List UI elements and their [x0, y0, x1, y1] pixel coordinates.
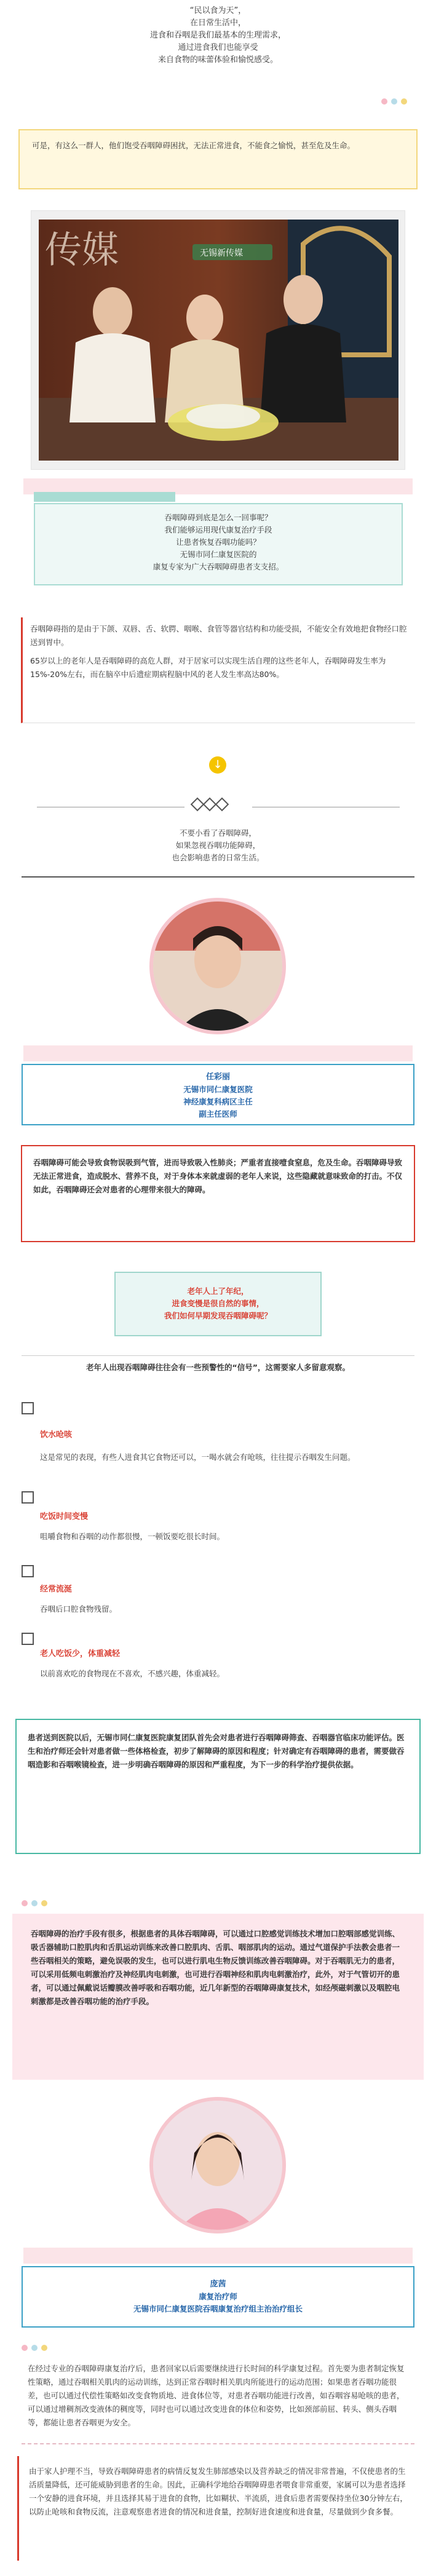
- quote-line: 进食和吞咽是我们最基本的生理需求，: [149, 31, 286, 40]
- signal-desc: 吞咽后口腔食物残留。: [40, 1604, 117, 1614]
- diamond-decor: [192, 799, 227, 809]
- signal-desc: 这是常见的表现，有些人进食其它食物还可以，一喝水就会有呛咳，往往提示吞咽发生问题。: [40, 1452, 355, 1462]
- signal-title: 老人吃饭少，体重减轻: [40, 1649, 121, 1659]
- signal-item: [40, 1647, 415, 1681]
- decor-dot: [391, 98, 397, 105]
- decor-dot: [22, 2345, 28, 2351]
- quote-line: 来自食物的味蕾体验和愉悦感受。: [157, 55, 278, 65]
- photo-banner-text: 无锡新传媒: [200, 248, 243, 258]
- decor-dot: [381, 98, 387, 105]
- definition-box: [21, 617, 415, 723]
- signal-item: [40, 1510, 415, 1544]
- assessment-paragraph: 患者送到医院以后，无锡市同仁康复医院康复团队首先会对患者进行吞咽障碍筛查、吞咽器官临床功能评估。医生和治疗师还会针对患者做一些体格检查，初步了解障碍的原因和程度；针对确定有吞咽障碍的患者，需要做吞咽造影和吞咽喉镜检查，进一步明确吞咽障碍的原因和严重程度，为下一步的科学治疗提供依据。: [28, 1733, 405, 1769]
- intro-quote: [25, 0, 411, 92]
- doctor1-line: 神经康复科病区主任: [183, 1097, 253, 1106]
- doctor1-info: [22, 1064, 414, 1125]
- definition-paragraph: 65岁以上的老年人是吞咽障碍的高危人群，对于居家可以实现生活自理的这些老年人，吞咽障碍发生率为15%-20%左右，而在脑卒中后遗症期病程脑中风的老人发生率高达80%。: [30, 656, 386, 679]
- signal-intro-box: [22, 1355, 414, 1374]
- question-line: 老年人上了年纪，: [187, 1286, 249, 1296]
- signal-item: [40, 1582, 415, 1616]
- quote-line: 通过进食我们也能享受: [178, 43, 258, 52]
- training-paragraph: 在经过专业的吞咽障碍康复治疗后，患者回家以后需要继续进行长时间的科学康复过程。首先要为患者制定恢复性策略，通过吞咽相关肌肉的运动训练，达到正常吞咽时相关肌肉所能进行的运动范围；如果患者吞咽功能很差，也可以通过代偿性策略如改变食物质地、进食体位等，对患者吞咽功能进行改善，如吞咽容易呛咳的患者，可以通过增稠剂改变液体的稠度等，同时也可以通过改变进食的体位和姿势，比如颈部前屈、转头、侧头吞咽等，都能让患者吞咽更为安全。: [28, 2364, 405, 2427]
- decor-dot: [41, 2345, 47, 2351]
- doctor1-name: 任彩丽: [205, 1072, 230, 1082]
- doctor2-line: 康复治疗师: [199, 2292, 237, 2301]
- diamond-icon: [215, 798, 229, 812]
- decor-dot: [41, 1900, 47, 1906]
- definition-paragraph: 吞咽障碍指的是由于下颌、双唇、舌、软腭、咽喉、食管等器官结构和功能受损，不能安全有效地把食物经口腔送到胃中。: [30, 624, 407, 647]
- decor-dot: [401, 98, 407, 105]
- decor-dot: [22, 1900, 28, 1906]
- photo-bg-letters: 传媒: [45, 229, 119, 271]
- teal-intro-line: 让患者恢复吞咽功能吗？: [176, 537, 261, 547]
- family-paragraph: 由于家人护理不当，导致吞咽障碍患者的病情反复发生肺部感染以及营养缺乏的情况非常普遍，不仅使患者的生活质量降低，还可能威胁到患者的生命。因此，正确科学地给吞咽障碍患者喂食非常重要，家属可以为患者选择一个安静的进食环境，并且选择其易于进食的食物，比如糊状、半流质，进食后患者需要保持坐位30分钟左右，以防止呛咳和食物反流，注意观察患者进食的情况和进食量，控制好进食速度和进食量，尽量做到少食多餐。: [29, 2467, 408, 2516]
- doctor2-line: 无锡市同仁康复医院吞咽康复治疗组主治治疗组长: [133, 2304, 303, 2313]
- interview-photo-frame: [31, 210, 405, 470]
- decor-bar: [23, 2248, 413, 2264]
- teal-tab: [34, 492, 175, 502]
- assessment-box: [15, 1719, 421, 1854]
- teal-intro-line: 康复专家为广大吞咽障碍患者支支招。: [153, 562, 284, 571]
- question-line: 进食变慢是很自然的事情，: [172, 1299, 264, 1308]
- decor-bar: [23, 1045, 413, 1061]
- intro-paragraph-box: [18, 129, 418, 189]
- quote-line: “民以食为天”，: [189, 6, 247, 15]
- signal-item: [40, 1428, 415, 1464]
- teal-intro-line: 无锡市同仁康复医院的: [180, 550, 257, 559]
- decor-dot: [31, 1900, 38, 1906]
- signal-desc: 咀嚼食物和吞咽的动作都很慢，一顿饭要吃很长时间。: [40, 1532, 225, 1541]
- signal-title: 饮水呛咳: [40, 1430, 73, 1440]
- decor-dots: [22, 2345, 47, 2351]
- risk-paragraph: 吞咽障碍可能会导致食物误吸到气管，进而导致吸入性肺炎；严重者直接噎食窒息，危及生命。吞咽障碍导致无法正常进食，造成脱水、营养不良，对于身体本来就虚弱的老年人来说，这些隐藏就意味致命的打击。不仅如此，吞咽障碍还会对患者的心理带来很大的障碍。: [33, 1158, 403, 1194]
- teal-intro-box: [34, 503, 403, 585]
- treatment-box: [12, 1914, 424, 2080]
- doctor2-info: [22, 2266, 414, 2328]
- question-line: 我们如何早期发现吞咽障碍呢？: [164, 1311, 272, 1320]
- training-box: [22, 2358, 414, 2444]
- signal-icon: [22, 1491, 34, 1504]
- transition-text: [61, 827, 375, 864]
- transition-line: 不要小看了吞咽障碍，: [179, 828, 256, 838]
- treatment-paragraph: 吞咽障碍的治疗手段有很多，根据患者的具体吞咽障碍，可以通过口腔感觉训练技术增加口腔咽部感觉训练、吸舌器辅助口腔肌肉和舌肌运动训练来改善口腔肌肉、舌肌、咽部肌肉的运动。通过气道保护手法教会患者一些吞咽相关的策略，避免误吸的发生，也可以进行肌电生物反馈训练改善吞咽障碍。对于吞咽肌无力的患者，可以采用低频电刺激治疗及神经肌肉电刺激，也可进行吞咽神经和肌肉电刺激治疗，此外，对于气管切开的患者，可以通过佩戴说话瓣膜改善呼吸和吞咽功能，近几年新型的吞咽障碍康复技术，如经颅磁刺激以及咽腔电刺激都是改善吞咽功能的治疗手段。: [31, 1929, 400, 2006]
- doctor2-name: 庞茜: [210, 2280, 226, 2289]
- decor-dots: [22, 1900, 47, 1906]
- decor-dot: [31, 2345, 38, 2351]
- question-banner: [114, 1272, 322, 1336]
- risk-box: [21, 1145, 415, 1242]
- signal-title: 吃饭时间变慢: [40, 1512, 89, 1521]
- transition-line: 也会影响患者的日常生活。: [172, 853, 264, 862]
- signal-intro: 老年人出现吞咽障碍往往会有一些预警性的“信号”，这需要家人多留意观察。: [86, 1363, 350, 1372]
- intro-paragraph: 可是，有这么一群人，他们饱受吞咽障碍困扰，无法正常进食，不能食之愉悦，甚至危及生命。: [32, 141, 355, 150]
- doctor1-line: 副主任医师: [199, 1109, 237, 1119]
- interview-photo: [39, 220, 398, 461]
- quote-line: 在日常生活中，: [189, 18, 246, 28]
- transition-line: 如果忽视吞咽功能障碍，: [175, 841, 261, 850]
- doctor1-avatar: [149, 898, 286, 1034]
- signal-icon: [22, 1633, 34, 1645]
- doctor2-avatar: [149, 2097, 286, 2233]
- decor-dots: [381, 98, 407, 105]
- family-box: [17, 2456, 419, 2561]
- arrow-down-icon: ↓: [209, 756, 226, 774]
- doctor1-line: 无锡市同仁康复医院: [183, 1085, 253, 1094]
- signal-icon: [22, 1402, 34, 1414]
- signal-title: 经常流涎: [40, 1585, 73, 1594]
- divider: [22, 876, 414, 878]
- teal-intro-line: 我们能够运用现代康复治疗手段: [164, 525, 272, 534]
- signal-icon: [22, 1565, 34, 1577]
- teal-intro-line: 吞咽障碍到底是怎么一回事呢？: [164, 513, 272, 522]
- signal-desc: 以前喜欢吃的食物现在不喜欢，不感兴趣，体重减轻。: [40, 1669, 225, 1678]
